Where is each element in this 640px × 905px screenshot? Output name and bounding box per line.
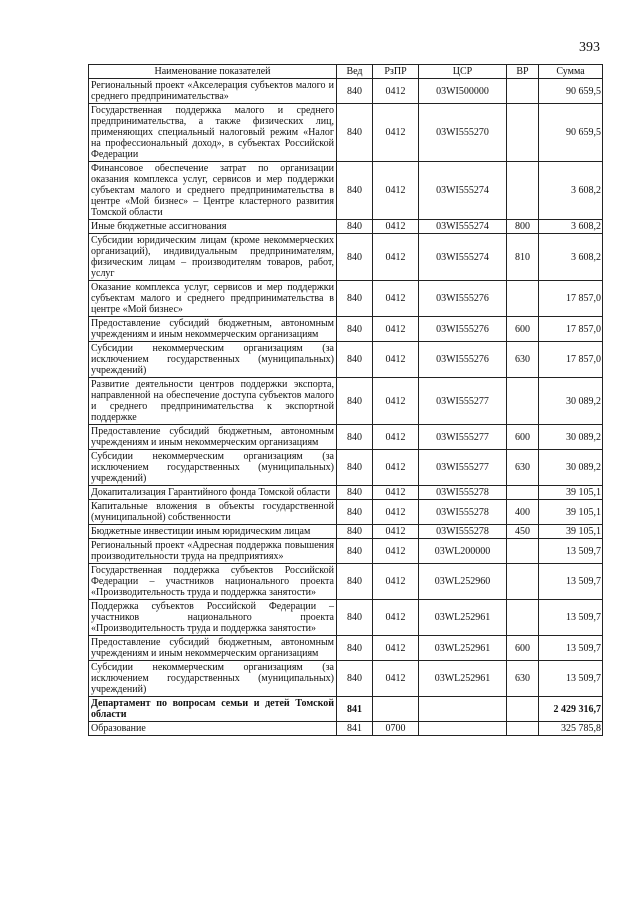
row-ved: 840 bbox=[337, 450, 373, 486]
row-name: Государственная поддержка малого и среднего предпринимательства, а также физических лиц, применяющих специальный налоговый режим «Налог на профессиональный доход», в субъектах Российской Федерации bbox=[89, 104, 337, 162]
row-rzpr: 0412 bbox=[373, 525, 419, 539]
row-name: Субсидии некоммерческим организациям (за исключением государственных (муниципальных) учреждений) bbox=[89, 342, 337, 378]
header-sum: Сумма bbox=[539, 65, 603, 79]
table-row bbox=[89, 162, 603, 220]
row-csr: 03WI555274 bbox=[419, 220, 507, 234]
row-sum: 90 659,5 bbox=[539, 104, 603, 162]
table-row bbox=[89, 281, 603, 317]
row-rzpr: 0412 bbox=[373, 425, 419, 450]
table-row bbox=[89, 342, 603, 378]
row-sum: 17 857,0 bbox=[539, 317, 603, 342]
table-row bbox=[89, 425, 603, 450]
row-vr bbox=[507, 564, 539, 600]
row-vr: 800 bbox=[507, 220, 539, 234]
header-name: Наименование показателей bbox=[89, 65, 337, 79]
page-number: 393 bbox=[579, 40, 600, 55]
table-row bbox=[89, 525, 603, 539]
row-vr bbox=[507, 378, 539, 425]
row-ved: 840 bbox=[337, 600, 373, 636]
row-rzpr: 0412 bbox=[373, 220, 419, 234]
row-csr bbox=[419, 722, 507, 736]
row-csr: 03WI555276 bbox=[419, 342, 507, 378]
table-row bbox=[89, 486, 603, 500]
row-csr: 03WL252961 bbox=[419, 636, 507, 661]
row-csr bbox=[419, 697, 507, 722]
row-vr: 810 bbox=[507, 234, 539, 281]
row-vr: 630 bbox=[507, 450, 539, 486]
row-sum: 3 608,2 bbox=[539, 220, 603, 234]
row-name: Государственная поддержка субъектов Российской Федерации – участников национального проекта «Производительность труда и поддержка занятости» bbox=[89, 564, 337, 600]
row-rzpr: 0412 bbox=[373, 162, 419, 220]
row-ved: 840 bbox=[337, 342, 373, 378]
row-sum: 13 509,7 bbox=[539, 600, 603, 636]
row-name: Образование bbox=[89, 722, 337, 736]
row-vr: 450 bbox=[507, 525, 539, 539]
table-row bbox=[89, 450, 603, 486]
row-rzpr: 0700 bbox=[373, 722, 419, 736]
row-sum: 30 089,2 bbox=[539, 450, 603, 486]
row-rzpr: 0412 bbox=[373, 234, 419, 281]
row-vr bbox=[507, 722, 539, 736]
row-csr: 03WI555277 bbox=[419, 378, 507, 425]
row-name: Департамент по вопросам семьи и детей Томской области bbox=[89, 697, 337, 722]
row-csr: 03WI555270 bbox=[419, 104, 507, 162]
row-csr: 03WL252961 bbox=[419, 600, 507, 636]
row-ved: 840 bbox=[337, 104, 373, 162]
row-ved: 841 bbox=[337, 722, 373, 736]
row-rzpr: 0412 bbox=[373, 564, 419, 600]
row-sum: 325 785,8 bbox=[539, 722, 603, 736]
table-row bbox=[89, 104, 603, 162]
row-csr: 03WI555276 bbox=[419, 281, 507, 317]
header-csr: ЦСР bbox=[419, 65, 507, 79]
row-name: Субсидии некоммерческим организациям (за исключением государственных (муниципальных) учреждений) bbox=[89, 450, 337, 486]
row-ved: 840 bbox=[337, 220, 373, 234]
row-rzpr: 0412 bbox=[373, 450, 419, 486]
row-vr bbox=[507, 697, 539, 722]
row-sum: 13 509,7 bbox=[539, 636, 603, 661]
row-name: Оказание комплекса услуг, сервисов и мер поддержки субъектам малого и среднего предпринимательства в центре «Мой бизнес» bbox=[89, 281, 337, 317]
row-rzpr: 0412 bbox=[373, 600, 419, 636]
row-ved: 840 bbox=[337, 317, 373, 342]
row-sum: 3 608,2 bbox=[539, 234, 603, 281]
row-vr: 630 bbox=[507, 661, 539, 697]
row-vr: 600 bbox=[507, 317, 539, 342]
row-ved: 840 bbox=[337, 525, 373, 539]
row-ved: 840 bbox=[337, 162, 373, 220]
row-sum: 39 105,1 bbox=[539, 525, 603, 539]
row-vr bbox=[507, 539, 539, 564]
row-sum: 39 105,1 bbox=[539, 500, 603, 525]
row-vr: 600 bbox=[507, 636, 539, 661]
row-sum: 13 509,7 bbox=[539, 539, 603, 564]
row-name: Бюджетные инвестиции иным юридическим лицам bbox=[89, 525, 337, 539]
row-ved: 840 bbox=[337, 500, 373, 525]
row-ved: 840 bbox=[337, 564, 373, 600]
row-ved: 840 bbox=[337, 378, 373, 425]
row-csr: 03WI555278 bbox=[419, 525, 507, 539]
row-name: Предоставление субсидий бюджетным, автономным учреждениям и иным некоммерческим организациям bbox=[89, 317, 337, 342]
row-ved: 840 bbox=[337, 79, 373, 104]
table-row bbox=[89, 636, 603, 661]
table-row bbox=[89, 661, 603, 697]
row-rzpr: 0412 bbox=[373, 104, 419, 162]
row-csr: 03WI555277 bbox=[419, 425, 507, 450]
row-name: Капитальные вложения в объекты государственной (муниципальной) собственности bbox=[89, 500, 337, 525]
row-name: Предоставление субсидий бюджетным, автономным учреждениям и иным некоммерческим организациям bbox=[89, 425, 337, 450]
table-header-row bbox=[89, 65, 603, 79]
row-vr bbox=[507, 79, 539, 104]
row-vr bbox=[507, 162, 539, 220]
header-rzpr: РзПР bbox=[373, 65, 419, 79]
row-sum: 13 509,7 bbox=[539, 564, 603, 600]
row-csr: 03WI555274 bbox=[419, 234, 507, 281]
row-sum: 2 429 316,7 bbox=[539, 697, 603, 722]
row-vr bbox=[507, 600, 539, 636]
row-rzpr bbox=[373, 697, 419, 722]
row-sum: 39 105,1 bbox=[539, 486, 603, 500]
row-csr: 03WL200000 bbox=[419, 539, 507, 564]
row-name: Докапитализация Гарантийного фонда Томской области bbox=[89, 486, 337, 500]
row-csr: 03WL252960 bbox=[419, 564, 507, 600]
table-row bbox=[89, 600, 603, 636]
row-csr: 03WI555277 bbox=[419, 450, 507, 486]
row-sum: 30 089,2 bbox=[539, 378, 603, 425]
row-sum: 30 089,2 bbox=[539, 425, 603, 450]
row-csr: 03WI500000 bbox=[419, 79, 507, 104]
row-name: Развитие деятельности центров поддержки экспорта, направленной на обеспечение доступа субъектов малого и среднего предпринимательства к экспортной поддержке bbox=[89, 378, 337, 425]
table-row bbox=[89, 722, 603, 736]
row-vr: 400 bbox=[507, 500, 539, 525]
row-csr: 03WI555276 bbox=[419, 317, 507, 342]
row-vr bbox=[507, 104, 539, 162]
table-row bbox=[89, 500, 603, 525]
row-csr: 03WI555274 bbox=[419, 162, 507, 220]
row-rzpr: 0412 bbox=[373, 500, 419, 525]
table-row bbox=[89, 539, 603, 564]
row-rzpr: 0412 bbox=[373, 317, 419, 342]
row-name: Иные бюджетные ассигнования bbox=[89, 220, 337, 234]
row-sum: 17 857,0 bbox=[539, 281, 603, 317]
table-row bbox=[89, 564, 603, 600]
row-name: Финансовое обеспечение затрат по организации оказания комплекса услуг, сервисов и мер поддержки субъектам малого и среднего предпринимательства в центре «Мой бизнес» – Центре кластерного развития Томской области bbox=[89, 162, 337, 220]
row-sum: 3 608,2 bbox=[539, 162, 603, 220]
row-rzpr: 0412 bbox=[373, 486, 419, 500]
row-ved: 840 bbox=[337, 661, 373, 697]
table-row bbox=[89, 220, 603, 234]
row-rzpr: 0412 bbox=[373, 281, 419, 317]
row-name: Субсидии некоммерческим организациям (за исключением государственных (муниципальных) учреждений) bbox=[89, 661, 337, 697]
table-row bbox=[89, 378, 603, 425]
row-rzpr: 0412 bbox=[373, 342, 419, 378]
budget-table bbox=[88, 64, 603, 736]
row-vr: 600 bbox=[507, 425, 539, 450]
row-rzpr: 0412 bbox=[373, 661, 419, 697]
row-name: Субсидии юридическим лицам (кроме некоммерческих организаций), индивидуальным предпринимателям, физическим лицам – производителям товаров, работ, услуг bbox=[89, 234, 337, 281]
row-csr: 03WI555278 bbox=[419, 486, 507, 500]
row-rzpr: 0412 bbox=[373, 79, 419, 104]
row-vr bbox=[507, 281, 539, 317]
row-sum: 90 659,5 bbox=[539, 79, 603, 104]
row-sum: 13 509,7 bbox=[539, 661, 603, 697]
header-vr: ВР bbox=[507, 65, 539, 79]
row-rzpr: 0412 bbox=[373, 539, 419, 564]
row-name: Региональный проект «Адресная поддержка повышения производительности труда на предприятиях» bbox=[89, 539, 337, 564]
row-name: Региональный проект «Акселерация субъектов малого и среднего предпринимательства» bbox=[89, 79, 337, 104]
row-csr: 03WI555278 bbox=[419, 500, 507, 525]
table-row bbox=[89, 79, 603, 104]
row-vr: 630 bbox=[507, 342, 539, 378]
row-name: Поддержка субъектов Российской Федерации – участников национального проекта «Производительность труда и поддержка занятости» bbox=[89, 600, 337, 636]
row-ved: 840 bbox=[337, 234, 373, 281]
header-ved: Вед bbox=[337, 65, 373, 79]
row-csr: 03WL252961 bbox=[419, 661, 507, 697]
row-rzpr: 0412 bbox=[373, 636, 419, 661]
row-sum: 17 857,0 bbox=[539, 342, 603, 378]
row-ved: 840 bbox=[337, 281, 373, 317]
row-ved: 841 bbox=[337, 697, 373, 722]
row-ved: 840 bbox=[337, 636, 373, 661]
row-name: Предоставление субсидий бюджетным, автономным учреждениям и иным некоммерческим организациям bbox=[89, 636, 337, 661]
row-ved: 840 bbox=[337, 539, 373, 564]
table-row bbox=[89, 234, 603, 281]
row-ved: 840 bbox=[337, 425, 373, 450]
row-vr bbox=[507, 486, 539, 500]
table-body bbox=[89, 79, 603, 736]
row-rzpr: 0412 bbox=[373, 378, 419, 425]
table-row bbox=[89, 317, 603, 342]
table-row bbox=[89, 697, 603, 722]
row-ved: 840 bbox=[337, 486, 373, 500]
